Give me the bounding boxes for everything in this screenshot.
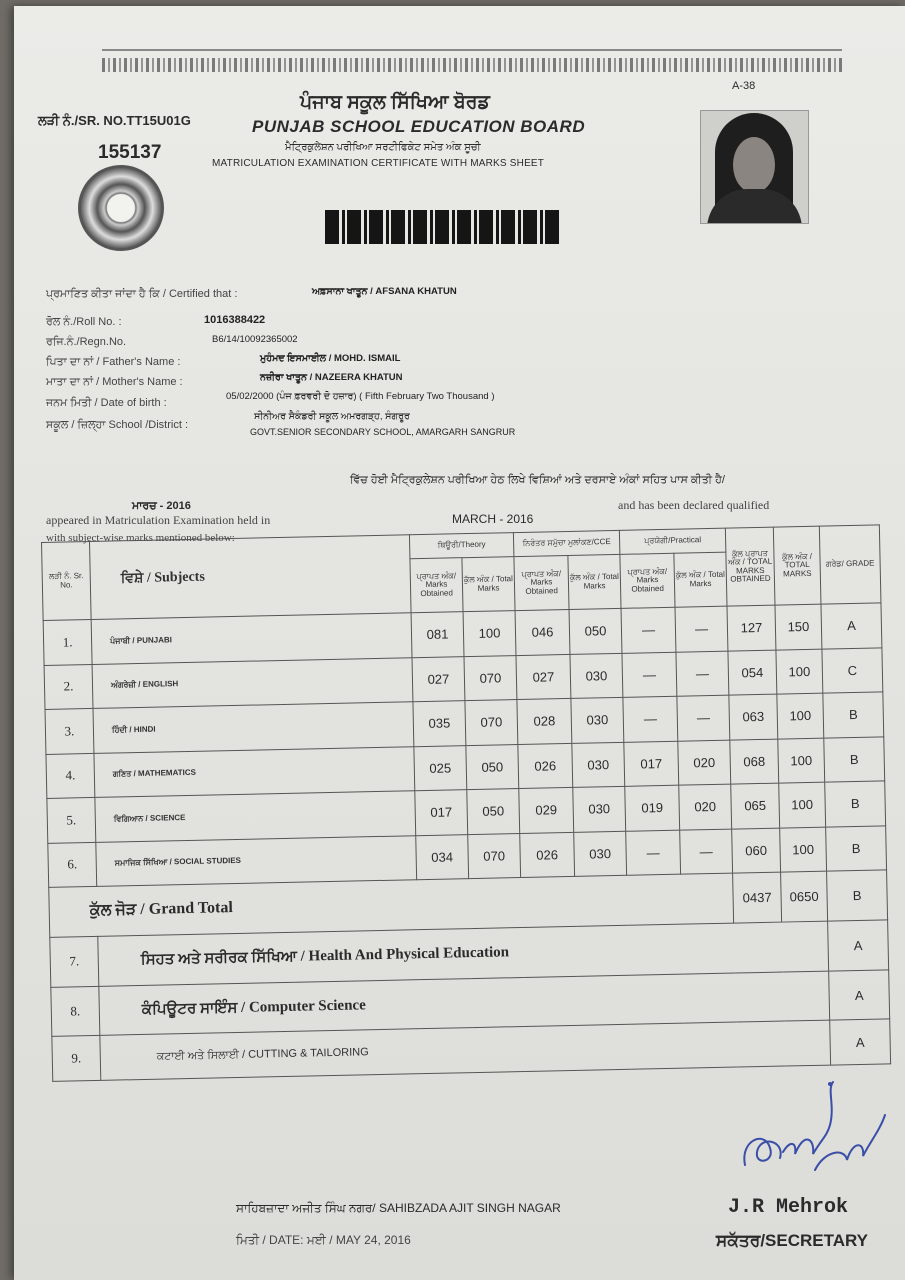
row-subject: ਅੰਗਰੇਜ਼ੀ / ENGLISH xyxy=(92,657,413,708)
row-grade: B xyxy=(824,736,885,782)
decorative-border-line xyxy=(102,49,842,51)
statement-left: appeared in Matriculation Examination held in xyxy=(46,513,271,527)
detail-label-roll: ਰੋਲ ਨੰ./Roll No. : xyxy=(46,316,122,328)
signatory-title: ਸਕੱਤਰ/SECRETARY xyxy=(716,1231,869,1250)
row-subject: ਸਿਹਤ ਅਤੇ ਸਰੀਰਕ ਸਿੱਖਿਆ / Health And Physical Education xyxy=(98,921,829,986)
row-practical-total: — xyxy=(675,606,728,652)
row-total-max: 100 xyxy=(779,782,826,827)
row-grade: A xyxy=(828,920,889,971)
row-total-max: 100 xyxy=(776,649,823,694)
statement-right: and has been declared qualified xyxy=(618,498,770,512)
row-subject: ਹਿੰਦੀ / HINDI xyxy=(93,702,414,753)
statement-exam: MARCH - 2016 xyxy=(452,512,534,526)
row-cce-total: 030 xyxy=(570,653,623,699)
row-grade: A xyxy=(821,603,882,649)
row-theory-obtained: 025 xyxy=(414,745,467,791)
row-theory-total: 100 xyxy=(463,611,516,657)
row-total-obtained: 065 xyxy=(731,783,780,829)
row-total-obtained: 127 xyxy=(727,605,776,651)
detail-label-school: ਸਕੂਲ / ਜ਼ਿਲ੍ਹਾ School /District : xyxy=(46,419,189,431)
row-total-max: 100 xyxy=(778,738,825,783)
row-theory-total: 070 xyxy=(468,833,521,879)
marks-table xyxy=(41,524,890,1081)
detail-value-name: ਅਫ਼ਸਾਨਾ ਖਾਤੂਨ / AFSANA KHATUN xyxy=(312,286,457,297)
grand-total-obtained: 0437 xyxy=(733,872,782,923)
row-subject: ਕਟਾਈ ਅਤੇ ਸਿਲਾਈ / CUTTING & TAILORING xyxy=(100,1020,831,1080)
statement-left-2: with subject-wise marks mentioned below: xyxy=(46,532,235,544)
detail-label-dob: ਜਨਮ ਮਿਤੀ / Date of birth : xyxy=(46,397,167,409)
row-practical-obtained: 019 xyxy=(625,785,680,831)
row-subject: ਕੰਪਿਊਟਰ ਸਾਇੰਸ / Computer Science xyxy=(99,971,830,1036)
issue-date: ਮਿਤੀ / DATE: ਮਈ / MAY 24, 2016 xyxy=(236,1233,411,1247)
row-subject: ਸਮਾਜਿਕ ਸਿੱਖਿਆ / SOCIAL STUDIES xyxy=(96,835,417,886)
row-theory-obtained: 027 xyxy=(412,656,465,702)
issue-place: ਸਾਹਿਬਜ਼ਾਦਾ ਅਜੀਤ ਸਿੰਘ ਨਗਰ/ SAHIBZADA AJIT SINGH NAGAR xyxy=(236,1201,561,1215)
row-practical-obtained: — xyxy=(622,652,677,698)
row-cce-total: 030 xyxy=(572,742,625,788)
row-theory-obtained: 035 xyxy=(413,701,466,747)
header-practical: ਪ੍ਰਯੋਗੀ/Practical xyxy=(619,528,725,554)
statement-year-gurmukhi: ਮਾਰਚ - 2016 xyxy=(132,500,191,512)
row-practical-obtained: — xyxy=(621,607,676,653)
signatory-name: J.R Mehrok xyxy=(728,1196,849,1219)
row-cce-obtained: 029 xyxy=(519,787,574,833)
row-practical-total: — xyxy=(676,651,729,697)
row-sno: 5. xyxy=(47,797,96,843)
row-cce-obtained: 026 xyxy=(520,832,575,878)
header-theory-obtained: ਪ੍ਰਾਪਤ ਅੰਕ/ Marks Obtained xyxy=(410,558,463,613)
detail-label-father: ਪਿਤਾ ਦਾ ਨਾਂ / Father's Name : xyxy=(46,356,181,368)
row-total-max: 100 xyxy=(777,693,824,738)
row-practical-obtained: 017 xyxy=(624,741,679,787)
row-cce-total: 030 xyxy=(574,831,627,877)
row-sno: 3. xyxy=(45,708,94,754)
header-theory: ਥਿਊਰੀ/Theory xyxy=(409,533,513,559)
row-theory-total: 050 xyxy=(466,744,519,790)
board-seal-icon xyxy=(78,165,164,251)
row-theory-total: 050 xyxy=(467,789,520,835)
row-theory-obtained: 034 xyxy=(416,834,469,880)
header-grade: ਗਰੇਡ/ GRADE xyxy=(819,525,881,604)
board-name-english: PUNJAB SCHOOL EDUCATION BOARD xyxy=(252,117,586,136)
header-subjects: ਵਿਸ਼ੇ / Subjects xyxy=(89,535,411,620)
photo-face-shape xyxy=(733,137,775,193)
row-total-obtained: 063 xyxy=(729,694,778,740)
row-practical-total: — xyxy=(677,695,730,741)
row-sno: 4. xyxy=(46,753,95,799)
header-total-marks: ਕੁੱਲ ਅੰਕ / TOTAL MARKS xyxy=(773,526,821,605)
row-practical-obtained: — xyxy=(626,830,681,876)
header-theory-total: ਕੁੱਲ ਅੰਕ / Total Marks xyxy=(462,557,515,612)
detail-value-roll: 1016388422 xyxy=(204,314,266,326)
grand-total-max: 0650 xyxy=(781,871,828,922)
row-cce-total: 050 xyxy=(569,608,622,654)
row-grade: B xyxy=(823,692,884,738)
row-cce-obtained: 046 xyxy=(515,609,570,655)
detail-value-school-english: GOVT.SENIOR SECONDARY SCHOOL, AMARGARH SANGRUR xyxy=(250,427,516,437)
row-total-obtained: 068 xyxy=(730,739,779,785)
header-cce-obtained: ਪ੍ਰਾਪਤ ਅੰਕ/ Marks Obtained xyxy=(514,555,569,610)
signature-icon xyxy=(735,1070,895,1180)
row-cce-total: 030 xyxy=(571,697,624,743)
header-total-obtained: ਕੁੱਲ ਪ੍ਰਾਪਤ ਅੰਕ / TOTAL MARKS OBTAINED xyxy=(725,527,775,606)
student-photo xyxy=(700,110,809,224)
row-theory-total: 070 xyxy=(464,655,517,701)
row-total-obtained: 054 xyxy=(728,650,777,696)
row-practical-total: 020 xyxy=(678,740,731,786)
barcode xyxy=(325,210,560,244)
header-sno: ਲੜੀ ਨੰ. Sr. No. xyxy=(42,541,92,620)
detail-value-regn: B6/14/10092365002 xyxy=(212,334,298,345)
header-practical-obtained: ਪ੍ਰਾਪਤ ਅੰਕ/ Marks Obtained xyxy=(620,553,675,608)
detail-label-regn: ਰਜਿ.ਨੰ./Regn.No. xyxy=(46,336,127,348)
row-total-max: 100 xyxy=(780,827,827,872)
row-subject: ਗਣਿਤ / MATHEMATICS xyxy=(94,746,415,797)
row-sno: 8. xyxy=(51,986,100,1037)
row-theory-obtained: 081 xyxy=(411,612,464,658)
row-grade: A xyxy=(829,969,890,1020)
certificate-title-gurmukhi: ਮੈਟ੍ਰਿਕੁਲੇਸ਼ਨ ਪਰੀਖਿਆ ਸਰਟੀਫਿਕੇਟ ਸਮੇਤ ਅੰਕ ਸੂਚੀ xyxy=(285,142,481,153)
grand-total-grade: B xyxy=(827,870,888,921)
row-grade: A xyxy=(830,1019,891,1065)
header-cce: ਨਿਰੰਤਰ ਸਮੁੱਚਾ ਮੁਲਾਂਕਣ/CCE xyxy=(513,530,619,556)
serial-number: 155137 xyxy=(98,142,162,163)
header-cce-total: ਕੁੱਲ ਅੰਕ / Total Marks xyxy=(568,554,621,609)
decorative-border-pattern xyxy=(102,58,842,72)
statement-gurmukhi: ਵਿੱਚ ਹੋਈ ਮੈਟ੍ਰਿਕੁਲੇਸ਼ਨ ਪਰੀਖਿਆ ਹੇਠ ਲਿਖੇ ਵਿਸ਼ਿਆਂ ਅਤੇ ਦਰਸਾਏ ਅੰਕਾਂ ਸਹਿਤ ਪਾਸ ਕੀਤੀ ਹੈ/ xyxy=(350,474,725,486)
certificate-title-english: MATRICULATION EXAMINATION CERTIFICATE WITH MARKS SHEET xyxy=(212,158,545,169)
row-sno: 9. xyxy=(52,1036,101,1082)
row-practical-obtained: — xyxy=(623,696,678,742)
row-sno: 1. xyxy=(43,619,92,665)
board-name-gurmukhi: ਪੰਜਾਬ ਸਕੂਲ ਸਿੱਖਿਆ ਬੋਰਡ xyxy=(300,92,490,113)
form-code: A-38 xyxy=(732,80,756,92)
detail-label-mother: ਮਾਤਾ ਦਾ ਨਾਂ / Mother's Name : xyxy=(46,376,183,388)
row-grade: C xyxy=(822,647,883,693)
detail-value-father: ਮੁਹੰਮਦ ਇਸਮਾਈਲ / MOHD. ISMAIL xyxy=(260,353,401,364)
row-cce-obtained: 028 xyxy=(517,698,572,744)
row-practical-total: — xyxy=(680,829,733,875)
detail-label-certified: ਪ੍ਰਮਾਣਿਤ ਕੀਤਾ ਜਾਂਦਾ ਹੈ ਕਿ / Certified that : xyxy=(46,288,238,300)
row-total-max: 150 xyxy=(775,604,822,649)
row-sno: 2. xyxy=(44,664,93,710)
detail-value-mother: ਨਜ਼ੀਰਾ ਖਾਤੂਨ / NAZEERA KHATUN xyxy=(260,372,403,383)
row-subject: ਪੰਜਾਬੀ / PUNJABI xyxy=(91,613,412,664)
row-cce-obtained: 026 xyxy=(518,743,573,789)
row-cce-total: 030 xyxy=(573,786,626,832)
row-practical-total: 020 xyxy=(679,784,732,830)
row-sno: 6. xyxy=(48,842,97,888)
detail-value-school-gurmukhi: ਸੀਨੀਅਰ ਸੈਕੰਡਰੀ ਸਕੂਲ ਅਮਰਗੜ੍ਹ, ਸੰਗਰੂਰ xyxy=(254,411,410,422)
row-theory-total: 070 xyxy=(465,700,518,746)
detail-value-dob: 05/02/2000 (ਪੰਜ ਫ਼ਰਵਰੀ ਦੋ ਹਜ਼ਾਰ) ( Fifth February Two Thousand ) xyxy=(226,391,495,402)
row-grade: B xyxy=(826,825,887,871)
grand-total-label: ਕੁੱਲ ਜੋੜ / Grand Total xyxy=(49,873,734,937)
certificate-number: ਲੜੀ ਨੰ./SR. NO.TT15U01G xyxy=(38,113,191,128)
header-practical-total: ਕੁੱਲ ਅੰਕ / Total Marks xyxy=(674,552,727,607)
row-subject: ਵਿਗਿਆਨ / SCIENCE xyxy=(95,791,416,842)
row-theory-obtained: 017 xyxy=(415,790,468,836)
row-sno: 7. xyxy=(50,936,99,987)
row-total-obtained: 060 xyxy=(732,828,781,874)
row-grade: B xyxy=(825,781,886,827)
row-cce-obtained: 027 xyxy=(516,654,571,700)
